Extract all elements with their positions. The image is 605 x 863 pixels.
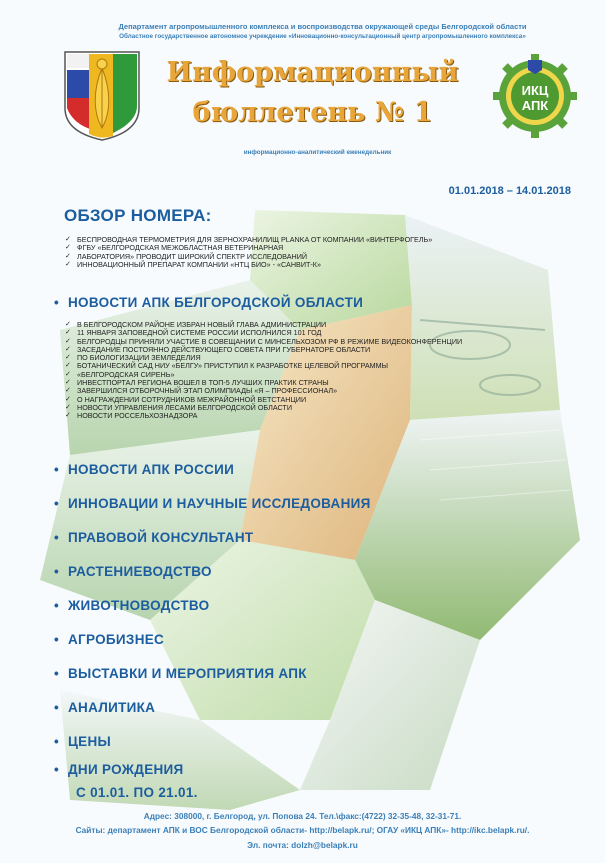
- footer-sites[interactable]: Сайты: департамент АПК и ВОС Белгородской области- http://belapk.ru/; ОГАУ «ИКЦ АПК»- http://ikc.belapk.ru/.: [75, 825, 530, 835]
- section-exhibitions[interactable]: • ВЫСТАВКИ И МЕРОПРИЯТИЯ АПК: [54, 666, 307, 681]
- institution-header: Областное государственное автономное учреждение «Инновационно-консультационный центр агропромышленного комплекса»: [119, 33, 526, 40]
- section-label: ЖИВОТНОВОДСТВО: [68, 598, 210, 613]
- list-item[interactable]: ✓ НОВОСТИ УПРАВЛЕНИЯ ЛЕСАМИ БЕЛГОРОДСКОЙ ОБЛАСТИ: [65, 404, 462, 412]
- section-innovations[interactable]: • ИННОВАЦИИ И НАУЧНЫЕ ИССЛЕДОВАНИЯ: [54, 496, 371, 511]
- section-regional-news-label: НОВОСТИ АПК БЕЛГОРОДСКОЙ ОБЛАСТИ: [68, 295, 364, 310]
- list-item[interactable]: ✓ ИННОВАЦИОННЫЙ ПРЕПАРАТ КОМПАНИИ «НТЦ БИО» - «САНВИТ-К»: [65, 261, 432, 269]
- list-item[interactable]: ✓ ФГБУ «БЕЛГОРОДСКАЯ МЕЖОБЛАСТНАЯ ВЕТЕРИНАРНАЯ: [65, 244, 432, 252]
- birthdays-date-range: С 01.01. ПО 21.01.: [76, 785, 198, 800]
- footer-address: Адрес: 308000, г. Белгород, ул. Попова 24. Тел.\факс:(4722) 32-35-48, 32-31-71.: [143, 811, 462, 821]
- section-analytics[interactable]: • АНАЛИТИКА: [54, 700, 156, 715]
- list-item[interactable]: ✓ ИНВЕСТПОРТАЛ РЕГИОНА ВОШЕЛ В ТОП-5 ЛУЧШИХ ПРАКТИК СТРАНЫ: [65, 379, 462, 387]
- section-label: НОВОСТИ АПК РОССИИ: [68, 462, 235, 477]
- section-legal[interactable]: • ПРАВОВОЙ КОНСУЛЬТАНТ: [54, 530, 254, 545]
- section-regional-news[interactable]: • НОВОСТИ АПК БЕЛГОРОДСКОЙ ОБЛАСТИ: [54, 295, 364, 310]
- section-agribusiness[interactable]: • АГРОБИЗНЕС: [54, 632, 165, 647]
- section-birthdays[interactable]: • ДНИ РОЖДЕНИЯ: [54, 762, 184, 777]
- section-russia-news[interactable]: • НОВОСТИ АПК РОССИИ: [54, 462, 235, 477]
- section-livestock[interactable]: • ЖИВОТНОВОДСТВО: [54, 598, 210, 613]
- section-crop-production[interactable]: • РАСТЕНИЕВОДСТВО: [54, 564, 212, 579]
- section-label: ДНИ РОЖДЕНИЯ: [68, 762, 184, 777]
- department-header: Департамент агропромышленного комплекса и воспроизводства окружающей среды Белгородской области: [118, 22, 527, 31]
- list-item[interactable]: ✓ «БЕЛГОРОДСКАЯ СИРЕНЬ»: [65, 371, 462, 379]
- bulletin-title-line2: бюллетень № 1: [192, 97, 433, 128]
- list-item[interactable]: ✓ ЛАБОРАТОРИЯ» ПРОВОДИТ ШИРОКИЙ СПЕКТР ИССЛЕДОВАНИЙ: [65, 253, 432, 261]
- logo-text-ikc: ИКЦ: [521, 83, 549, 98]
- list-item[interactable]: ✓ ПО БИОЛОГИЗАЦИИ ЗЕМЛЕДЕЛИЯ: [65, 354, 462, 362]
- section-label: АНАЛИТИКА: [68, 700, 156, 715]
- section-label: РАСТЕНИЕВОДСТВО: [68, 564, 212, 579]
- list-item[interactable]: ✓ НОВОСТИ РОССЕЛЬХОЗНАДЗОРА: [65, 412, 462, 420]
- section-prices[interactable]: • ЦЕНЫ: [54, 734, 112, 749]
- list-item[interactable]: ✓ ЗАСЕДАНИЕ ПОСТОЯННО ДЕЙСТВУЮЩЕГО СОВЕТА ПРИ ГУБЕРНАТОРЕ ОБЛАСТИ: [65, 346, 462, 354]
- bulletin-subtitle: информационно-аналитический еженедельник: [243, 149, 392, 156]
- section-label: АГРОБИЗНЕС: [68, 632, 165, 647]
- list-item[interactable]: ✓ БОТАНИЧЕСКИЙ САД НИУ «БЕЛГУ» ПРИСТУПИЛ К РАЗРАБОТКЕ ЦЕЛЕВОЙ ПРОГРАММЫ: [65, 362, 462, 370]
- list-item[interactable]: ✓ О НАГРАЖДЕНИИ СОТРУДНИКОВ МЕЖРАЙОННОЙ ВЕТСТАНЦИИ: [65, 396, 462, 404]
- list-item[interactable]: ✓ БЕСПРОВОДНАЯ ТЕРМОМЕТРИЯ ДЛЯ ЗЕРНОХРАНИЛИЩ PLANKA ОТ КОМПАНИИ «ВИНТЕРФОГЕЛЬ»: [65, 236, 432, 244]
- section-label: ЦЕНЫ: [68, 734, 112, 749]
- list-item[interactable]: ✓ БЕЛГОРОДЦЫ ПРИНЯЛИ УЧАСТИЕ В СОВЕЩАНИИ С МИНСЕЛЬХОЗОМ РФ В РЕЖИМЕ ВИДЕОКОНФЕРЕНЦИИ: [65, 338, 462, 346]
- overview-heading: ОБЗОР НОМЕРА:: [64, 206, 212, 225]
- overview-list: [65, 236, 432, 269]
- bulletin-title-line1: Информационный: [166, 57, 459, 88]
- regional-news-list: [65, 321, 462, 421]
- list-item[interactable]: ✓ ЗАВЕРШИЛСЯ ОТБОРОЧНЫЙ ЭТАП ОЛИМПИАДЫ «Я – ПРОФЕССИОНАЛ»: [65, 387, 462, 395]
- list-item[interactable]: ✓ 11 ЯНВАРЯ ЗАПОВЕДНОЙ СИСТЕМЕ РОССИИ ИСПОЛНИЛСЯ 101 ГОД: [65, 329, 462, 337]
- logo-text-apk: АПК: [521, 98, 549, 113]
- footer-email[interactable]: Эл. почта: dolzh@belapk.ru: [247, 840, 358, 850]
- section-label: ИННОВАЦИИ И НАУЧНЫЕ ИССЛЕДОВАНИЯ: [68, 496, 371, 511]
- region-emblem-logo: [63, 50, 141, 142]
- list-item[interactable]: ✓ В БЕЛГОРОДСКОМ РАЙОНЕ ИЗБРАН НОВЫЙ ГЛАВА АДМИНИСТРАЦИИ: [65, 321, 462, 329]
- section-label: ПРАВОВОЙ КОНСУЛЬТАНТ: [68, 530, 254, 545]
- section-label: ВЫСТАВКИ И МЕРОПРИЯТИЯ АПК: [68, 666, 307, 681]
- issue-date-range: 01.01.2018 – 14.01.2018: [448, 185, 571, 197]
- ikc-apk-logo: [492, 50, 578, 138]
